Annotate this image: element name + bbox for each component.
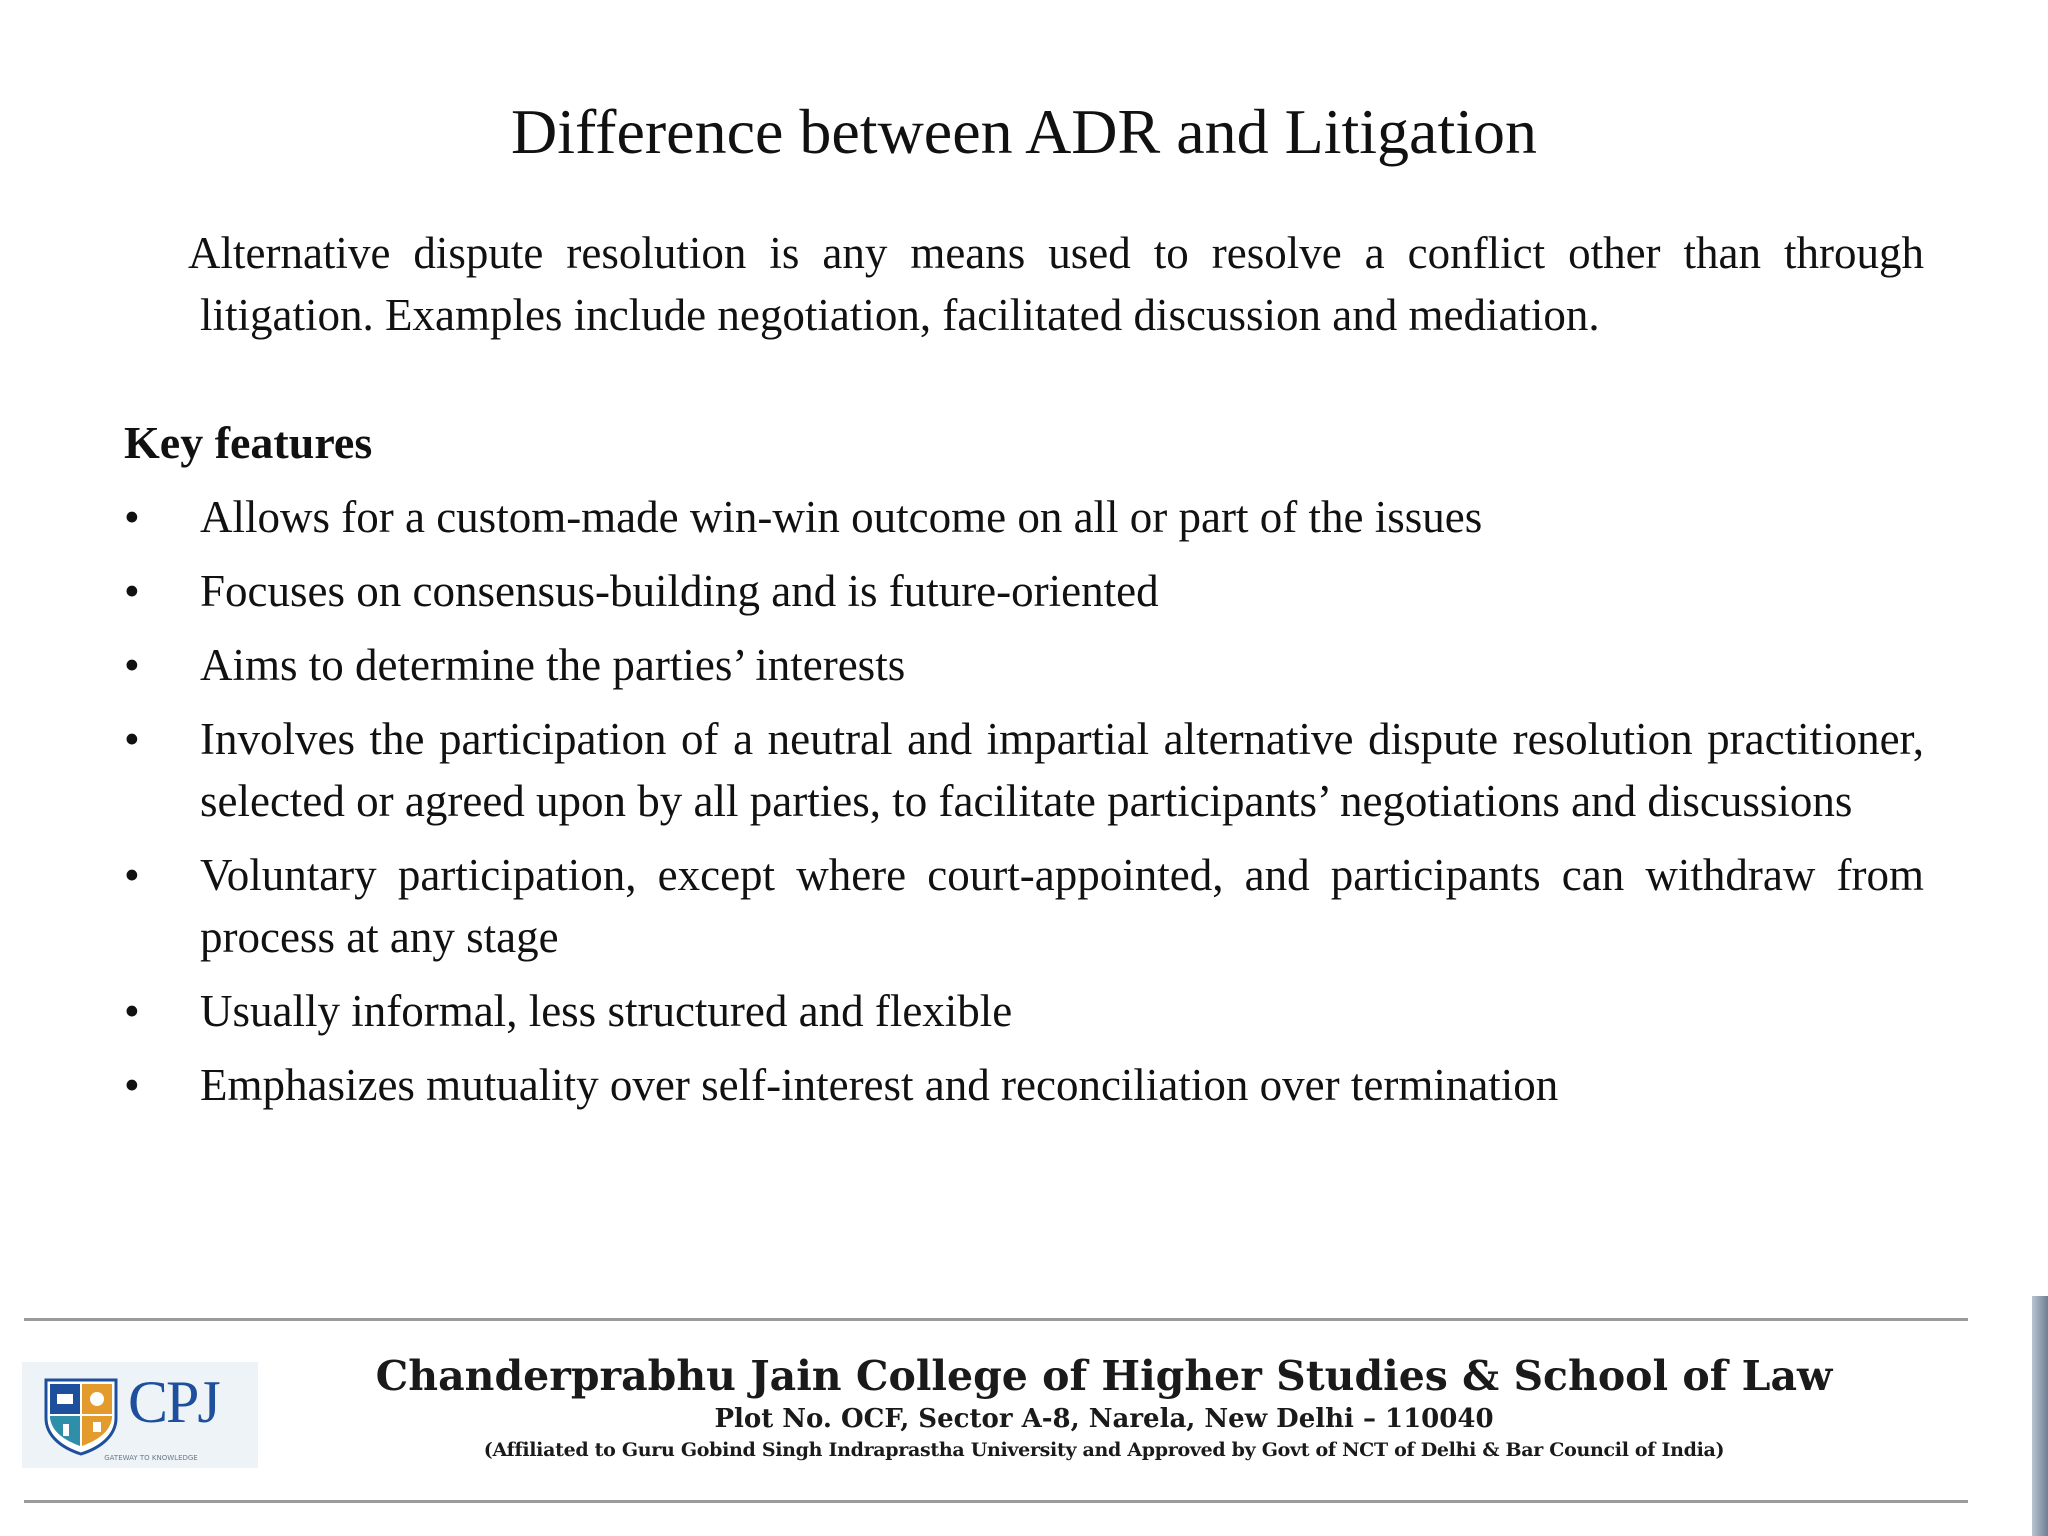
- slide-edge-bar: [2032, 1296, 2048, 1536]
- bullet-icon: •: [124, 714, 140, 764]
- crest-icon: [40, 1374, 122, 1456]
- bullet-text: Emphasizes mutuality over self-interest and reconciliation over termination: [200, 1060, 1559, 1110]
- list-item: [124, 708, 1924, 832]
- list-item: [124, 844, 1924, 968]
- bullet-icon: •: [124, 492, 140, 542]
- key-features-heading: Key features: [124, 417, 373, 468]
- bullet-text: Voluntary participation, except where court-appointed, and participants can withdraw from process at any stage: [200, 850, 1924, 962]
- list-item: [124, 1054, 1924, 1116]
- logo-wordmark: CPJ: [128, 1369, 219, 1435]
- college-name: Chanderprabhu Jain College of Higher Studies & School of Law: [375, 1352, 1833, 1400]
- bullet-icon: •: [124, 850, 140, 900]
- bullet-text: Involves the participation of a neutral and impartial alternative dispute resolution practitioner, selected or agreed upon by all parties, to facilitate participants’ negotiations and discussions: [200, 714, 1924, 826]
- bullet-icon: •: [124, 986, 140, 1036]
- footer-divider-bottom: [24, 1500, 1968, 1503]
- bullet-text: Usually informal, less structured and flexible: [200, 986, 1013, 1036]
- footer-divider-top: [24, 1318, 1968, 1321]
- bullet-text: Aims to determine the parties’ interests: [200, 640, 906, 690]
- bullet-text: Allows for a custom-made win-win outcome on all or part of the issues: [200, 492, 1483, 542]
- bullet-icon: •: [124, 640, 140, 690]
- logo-tagline: GATEWAY TO KNOWLEDGE: [104, 1454, 198, 1462]
- list-item: [124, 634, 1924, 696]
- college-logo: [22, 1362, 258, 1468]
- college-address: Plot No. OCF, Sector A-8, Narela, New Delhi – 110040: [714, 1404, 1494, 1434]
- list-item: [124, 486, 1924, 548]
- college-affiliation: (Affiliated to Guru Gobind Singh Indraprastha University and Approved by Govt of NCT of Delhi & Bar Council of India): [483, 1439, 1725, 1461]
- bullet-text: Focuses on consensus-building and is future-oriented: [200, 566, 1159, 616]
- list-item: [124, 980, 1924, 1042]
- key-features-list: [124, 486, 1924, 1128]
- slide-title: Difference between ADR and Litigation: [510, 96, 1538, 167]
- bullet-icon: •: [124, 566, 140, 616]
- bullet-icon: •: [124, 1060, 140, 1110]
- list-item: [124, 560, 1924, 622]
- intro-paragraph: Alternative dispute resolution is any means used to resolve a conflict other than through litigation. Examples include negotiation, facilitated discussion and mediation.: [188, 228, 1924, 340]
